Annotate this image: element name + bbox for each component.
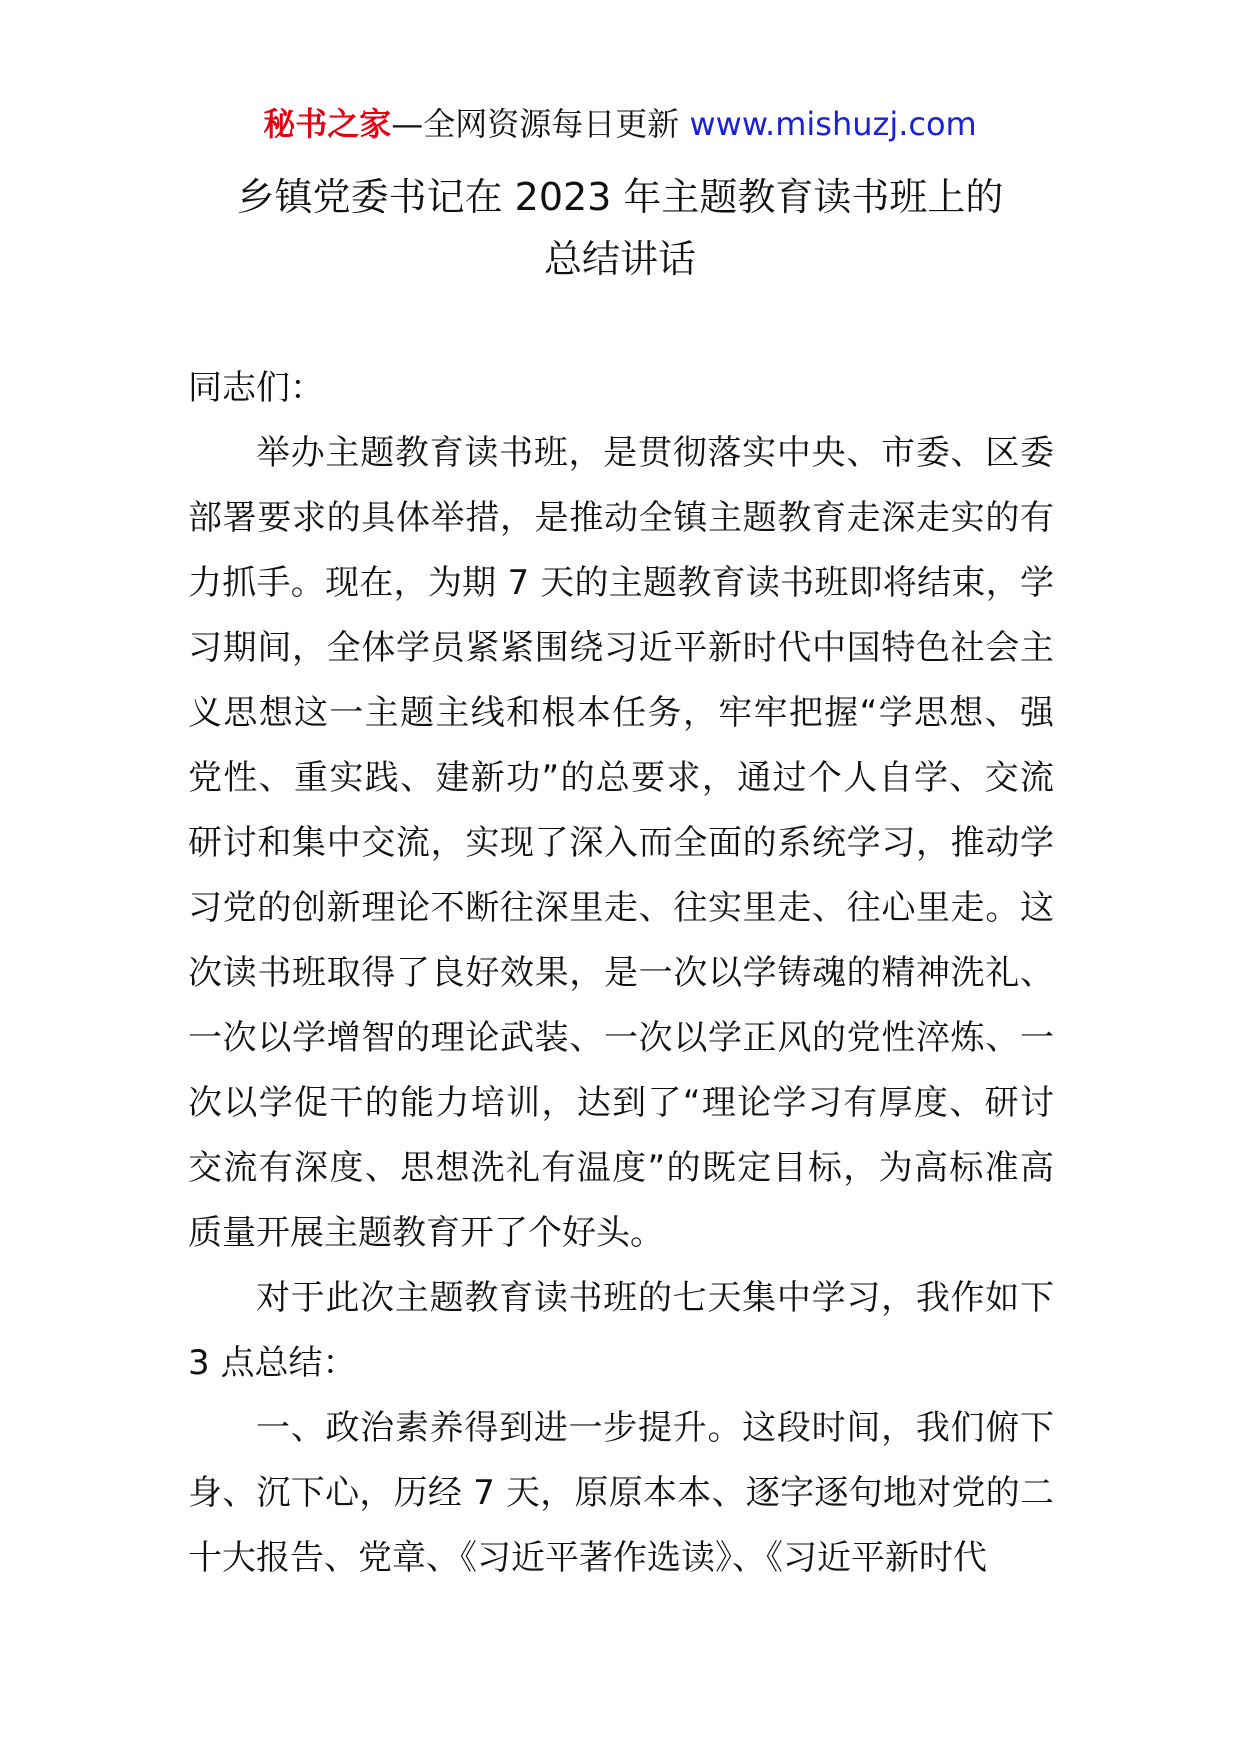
document-title	[0, 166, 1240, 290]
title-line-1: 乡镇党委书记在 2023 年主题教育读书班上的	[236, 175, 1004, 219]
source-header	[0, 104, 1240, 144]
paragraph-3: 一、政治素养得到进一步提升。这段时间，我们俯下身、沉下心，历经 7 天，原原本本、逐字逐句地对党的二十大报告、党章、《习近平著作选读》、《习近平新时代	[188, 1408, 1054, 1578]
title-line-2: 总结讲话	[543, 237, 696, 281]
salutation: 同志们：	[188, 368, 324, 408]
website-link[interactable]: www.mishuzj.com	[689, 105, 977, 143]
header-tagline: —全网资源每日更新	[391, 105, 690, 143]
paragraph-2: 对于此次主题教育读书班的七天集中学习，我作如下 3 点总结：	[188, 1278, 1054, 1383]
brand-name: 秘书之家	[263, 105, 392, 143]
paragraph-1: 举办主题教育读书班，是贯彻落实中央、市委、区委部署要求的具体举措，是推动全镇主题教育走深走实的有力抓手。现在，为期 7 天的主题教育读书班即将结束，学习期间，全体学员紧紧围绕习近平新时代中国特色社会主义思想这一主题主线和根本任务，牢牢把握“学思想、强党性、重实践、建新功”的总要求，通过个人自学、交流研讨和集中交流，实现了深入而全面的系统学习，推动学习党的创新理论不断往深里走、往实里走、往心里走。这次读书班取得了良好效果，是一次以学铸魂的精神洗礼、一次以学增智的理论武装、一次以学正风的党性淬炼、一次以学促干的能力培训，达到了“理论学习有厚度、研讨交流有深度、思想洗礼有温度”的既定目标，为高标准高质量开展主题教育开了个好头。	[188, 433, 1054, 1253]
document-body	[188, 356, 1054, 1591]
